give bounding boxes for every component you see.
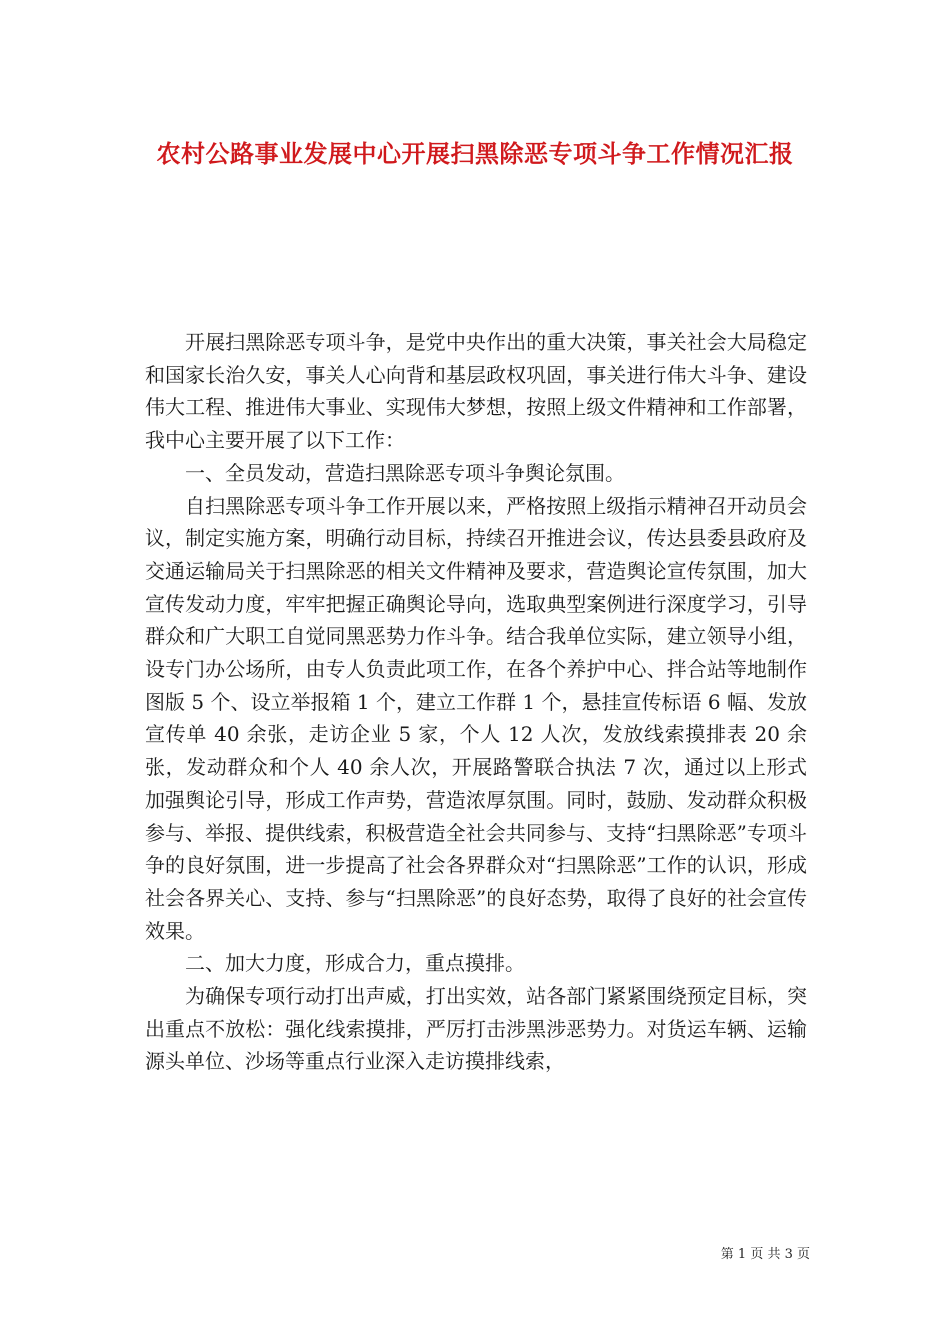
page-number: 第 1 页 共 3 页	[720, 1247, 810, 1262]
section-heading: 二、加大力度，形成合力，重点摸排。	[185, 951, 525, 976]
section-heading: 一、全员发动，营造扫黑除恶专项斗争舆论氛围。	[185, 460, 625, 485]
paragraph: 为确保专项行动打出声威，打出实效，站各部门紧紧围绕预定目标，突出重点不放松：强化线索摸排，严厉打击涉黑涉恶势力。对货运车辆、运输源头单位、沙场等重点行业深入走访摸排线索，	[145, 984, 807, 1074]
document-body	[145, 326, 807, 1078]
paragraph: 开展扫黑除恶专项斗争，是党中央作出的重大决策，事关社会大局稳定和国家长治久安，事关人心向背和基层政权巩固，事关进行伟大斗争、建设伟大工程、推进伟大事业、实现伟大梦想，按照上级文件精神和工作部署，我中心主要开展了以下工作：	[145, 330, 807, 453]
paragraph: 自扫黑除恶专项斗争工作开展以来，严格按照上级指示精神召开动员会议，制定实施方案，明确行动目标，持续召开推进会议，传达县委县政府及交通运输局关于扫黑除恶的相关文件精神及要求，营造舆论宣传氛围，加大宣传发动力度，牢牢把握正确舆论导向，选取典型案例进行深度学习，引导群众和广大职工自觉同黑恶势力作斗争。结合我单位实际，建立领导小组，设专门办公场所，由专人负责此项工作，在各个养护中心、拌合站等地制作图版 5 个、设立举报箱 1 个，建立工作群 1 个，悬挂宣传标语 6 幅、发放宣传单 40 余张，走访企业 5 家，个人 12 人次，发放线索摸排表 20 余张，发动群众和个人 40 余人次，开展路警联合执法 7 次，通过以上形式加强舆论引导，形成工作声势，营造浓厚氛围。同时，鼓励、发动群众积极参与、举报、提供线索，积极营造全社会共同参与、支持“扫黑除恶”专项斗争的良好氛围，进一步提高了社会各界群众对“扫黑除恶”工作的认识，形成社会各界关心、支持、参与“扫黑除恶”的良好态势，取得了良好的社会宣传效果。	[145, 493, 807, 943]
document-title: 农村公路事业发展中心开展扫黑除恶专项斗争工作情况汇报	[156, 139, 794, 168]
